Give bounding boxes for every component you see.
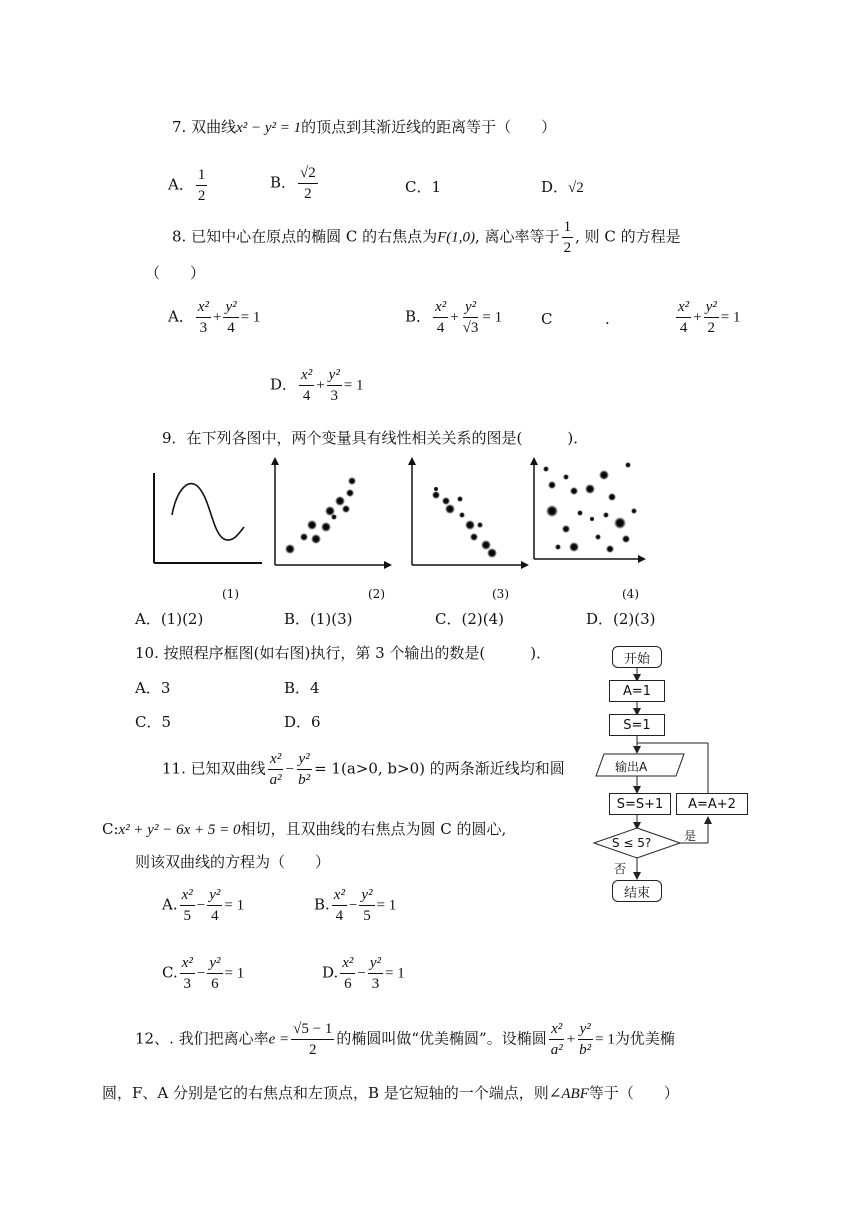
q8-d-rhs: = 1 <box>343 377 364 394</box>
q8-b-n2: y² <box>463 298 478 318</box>
q7-option-b-label: B． <box>270 173 297 192</box>
q11-circle-eq: x² + y² − 6x + 5 = 0 <box>118 822 241 838</box>
q7-option-b-num: √2 <box>298 164 318 184</box>
q8-b-d1: 4 <box>436 320 445 336</box>
q12-stem-mid: 的椭圆叫做“优美椭圆”。设椭圆 <box>336 1029 547 1048</box>
q12-e-den: 2 <box>309 1042 317 1058</box>
flowchart-yes-label: 是 <box>684 829 697 843</box>
q9-option-b: B．(1)(3) <box>284 610 353 628</box>
q8-c-d1: 4 <box>679 320 688 336</box>
q12-ell-rhs: = 1 <box>595 1031 615 1048</box>
figure-caption-3: (3) <box>492 587 509 601</box>
q12-line2 <box>102 1082 679 1103</box>
q11-d-d2: 3 <box>371 976 380 992</box>
q8-d-n2: y² <box>327 366 342 386</box>
q8-stem-prefix: 8. 已知中心在原点的椭圆 C 的右焦点为 <box>172 227 438 246</box>
q8-a-n1: x² <box>196 298 211 318</box>
q12-e-lhs: e = <box>268 1031 290 1048</box>
q7-stem <box>172 116 556 137</box>
q8-option-c-dot: . <box>605 310 610 328</box>
q11-option-a: A. $\frac{\text{x²}}{5}$ − $\frac{\text{y²}}{4}$ = 1 <box>162 887 245 924</box>
figure-1-sine-curve <box>154 473 262 563</box>
q12-ell-d1: a² <box>550 1042 563 1058</box>
q11-stem: 11. 已知双曲线 $\frac{\text{x²}}{\text{a²}}$ − $\frac{\text{y²}}{\text{b²}}$ = 1(a>0, b>0) 的两条渐近线均和圆 <box>162 751 565 788</box>
q11-line2-prefix: C: <box>102 820 119 838</box>
q7-option-b <box>270 164 320 203</box>
q9-option-a: A．(1)(2) <box>135 610 204 628</box>
q12-line2-suffix: 等于（ ） <box>588 1084 679 1102</box>
q11-d-rhs: = 1 <box>385 965 405 982</box>
q7-option-b-den: 2 <box>304 186 312 202</box>
q8-option-b: B． $\frac{\text{x²}}{4}$ + $\frac{\text{y²}}{√3}$ = 1 <box>405 299 503 336</box>
flowchart-init-a: A=1 <box>609 680 665 702</box>
flowchart-condition: S ≤ 5? <box>612 836 652 850</box>
q8-c-n1: x² <box>676 298 691 318</box>
q8-b-d2: √3 <box>462 320 479 336</box>
q11-line2-suffix: 相切，且双曲线的右焦点为圆 C 的圆心, <box>240 820 507 838</box>
figure-caption-1: (1) <box>222 587 239 601</box>
q8-c-d2: 2 <box>707 320 715 336</box>
q7-option-a <box>168 166 209 205</box>
q8-stem-mid: , 离心率等于 <box>475 227 560 246</box>
q11-option-d-label: D. <box>322 963 339 982</box>
q11-d-n1: x² <box>340 954 355 974</box>
q11-option-b: B. $\frac{\text{x²}}{4}$ − $\frac{\text{y²}}{5}$ = 1 <box>314 887 397 924</box>
q10-option-d: D．6 <box>284 713 321 731</box>
q8-a-rhs: = 1 <box>240 309 261 326</box>
q10-option-b: B．4 <box>284 679 320 697</box>
q12-stem-suffix: 为优美椭 <box>614 1029 675 1048</box>
q8-e-num: 1 <box>562 218 574 238</box>
q10-option-a: A．3 <box>135 679 171 697</box>
q7-stem-prefix: 7. 双曲线 <box>172 118 237 136</box>
q8-c-n2: y² <box>704 298 719 318</box>
q8-b-n1: x² <box>433 298 448 318</box>
figure-4-scatter-random <box>530 457 646 563</box>
q11-c-rhs: = 1 <box>224 965 245 982</box>
q11-a-n2: y² <box>207 886 222 906</box>
q11-hyp-n2: y² <box>297 750 312 770</box>
q10-stem: 10. 按照程序框图(如右图)执行，第 3 个输出的数是( )． <box>135 644 552 662</box>
q11-b-n1: x² <box>332 886 347 906</box>
q8-option-a-label: A． <box>168 307 194 326</box>
flowchart-output: 输出A <box>615 760 648 774</box>
q11-a-rhs: = 1 <box>224 897 245 914</box>
q11-c-n2: y² <box>207 954 222 974</box>
q8-option-d-label: D． <box>270 375 298 394</box>
q10-option-c: C．5 <box>135 713 172 731</box>
q7-option-a-num: 1 <box>196 166 208 186</box>
q9-option-d: D．(2)(3) <box>586 610 656 628</box>
q12-line2-prefix: 圆，F、A 分别是它的右焦点和左顶点，B 是它短轴的一个端点，则 <box>102 1084 549 1102</box>
q11-c-d1: 3 <box>183 976 192 992</box>
q8-e-den: 2 <box>563 240 572 256</box>
q11-b-d2: 5 <box>363 908 371 924</box>
flowchart-no-label: 否 <box>614 862 627 876</box>
q11-option-c-label: C. <box>162 963 178 982</box>
q11-b-rhs: = 1 <box>376 897 397 914</box>
q11-c-d2: 6 <box>211 976 219 992</box>
q11-b-d1: 4 <box>335 908 344 924</box>
q11-line2 <box>102 818 506 839</box>
q12-stem-prefix: 12、. 我们把离心率 <box>135 1029 269 1048</box>
q7-option-a-label: A． <box>168 175 194 194</box>
flowchart-s-update: S=S+1 <box>609 793 671 815</box>
q11-b-n2: y² <box>359 886 374 906</box>
q8-d-n1: x² <box>299 366 314 386</box>
q8-a-n2: y² <box>223 298 238 318</box>
q8-d-d2: 3 <box>330 388 338 404</box>
q7-option-d <box>541 176 584 197</box>
figure-caption-2: (2) <box>368 587 385 601</box>
q11-d-n2: y² <box>368 954 383 974</box>
q8-option-a: A． $\frac{\text{x²}}{3}$ + $\frac{\text{y²}}{4}$ = 1 <box>168 299 261 336</box>
q9-stem: 9．在下列各图中，两个变量具有线性相关关系的图是( )． <box>162 429 589 447</box>
q12-ell-d2: b² <box>579 1042 592 1058</box>
q8-stem <box>172 218 681 257</box>
q12-angle: ∠ABF <box>548 1086 589 1102</box>
q12-stem: 12、. 我们把离心率e = $\frac{√5 - 1}{2}$ 的椭圆叫做“优美椭圆”。设椭圆 $\frac{\text{x²}}{\text{a²}}$ + $\frac{\text{y²}}{\text{b²}}$ = 1为优美椭 <box>135 1021 675 1058</box>
q8-a-d1: 3 <box>199 320 208 336</box>
q11-option-d: D. $\frac{\text{x²}}{6}$ − $\frac{\text{y²}}{3}$ = 1 <box>322 955 405 992</box>
q11-d-d1: 6 <box>344 976 352 992</box>
q7-stem-suffix: 的顶点到其渐近线的距离等于（ ） <box>301 118 557 136</box>
q11-a-n1: x² <box>180 886 195 906</box>
q7-equation: x² − y² = 1 <box>236 120 302 136</box>
q8-b-rhs: = 1 <box>482 309 503 326</box>
q11-stem-cond: = 1(a>0, b>0) 的两条渐近线均和圆 <box>314 759 565 778</box>
q8-paren: （ ） <box>145 264 206 282</box>
q11-hyp-d2: b² <box>298 772 311 788</box>
q11-c-n1: x² <box>180 954 195 974</box>
figure-caption-4: (4) <box>622 587 639 601</box>
figure-2-scatter-positive <box>271 457 392 569</box>
flowchart-init-s: S=1 <box>609 714 665 736</box>
flowchart-a-update: A=A+2 <box>676 793 748 815</box>
q8-stem-suffix: , 则 C 的方程是 <box>575 227 681 246</box>
q12-e-num: √5 − 1 <box>291 1020 334 1040</box>
q11-line3: 则该双曲线的方程为（ ） <box>135 853 331 871</box>
q8-focus: F(1,0) <box>437 229 476 246</box>
q12-ell-n2: y² <box>578 1020 593 1040</box>
q11-option-a-label: A. <box>162 895 178 914</box>
q11-hyp-d1: a² <box>269 772 282 788</box>
q8-option-d: D． $\frac{\text{x²}}{4}$ + $\frac{\text{y²}}{3}$ = 1 <box>270 367 364 404</box>
q7-option-a-den: 2 <box>197 188 206 204</box>
q7-option-c: C．1 <box>405 178 442 196</box>
q11-stem-prefix: 11. 已知双曲线 <box>162 759 266 778</box>
q9-figures <box>140 455 660 585</box>
q7-option-d-label: D． <box>541 178 569 196</box>
q8-a-d2: 4 <box>227 320 235 336</box>
q11-a-d1: 5 <box>183 908 191 924</box>
q8-option-b-label: B． <box>405 307 432 326</box>
q8-c-rhs: = 1 <box>720 309 741 326</box>
q8-option-c-label: C <box>541 310 553 328</box>
q8-d-d1: 4 <box>302 388 311 404</box>
flowchart-start: 开始 <box>612 646 662 668</box>
flowchart-end: 结束 <box>612 880 662 902</box>
figure-3-scatter-negative <box>408 457 529 569</box>
q7-option-d-value: √2 <box>568 180 584 196</box>
q8-option-c: $\frac{\text{x²}}{4}$ + $\frac{\text{y²}}{2}$ = 1 <box>678 299 741 336</box>
q11-option-c: C. $\frac{\text{x²}}{3}$ − $\frac{\text{y²}}{6}$ = 1 <box>162 955 245 992</box>
q12-ell-n1: x² <box>549 1020 564 1040</box>
q11-option-b-label: B. <box>314 895 330 914</box>
q11-a-d2: 4 <box>211 908 219 924</box>
q9-option-c: C．(2)(4) <box>435 610 504 628</box>
q11-hyp-n1: x² <box>268 750 283 770</box>
